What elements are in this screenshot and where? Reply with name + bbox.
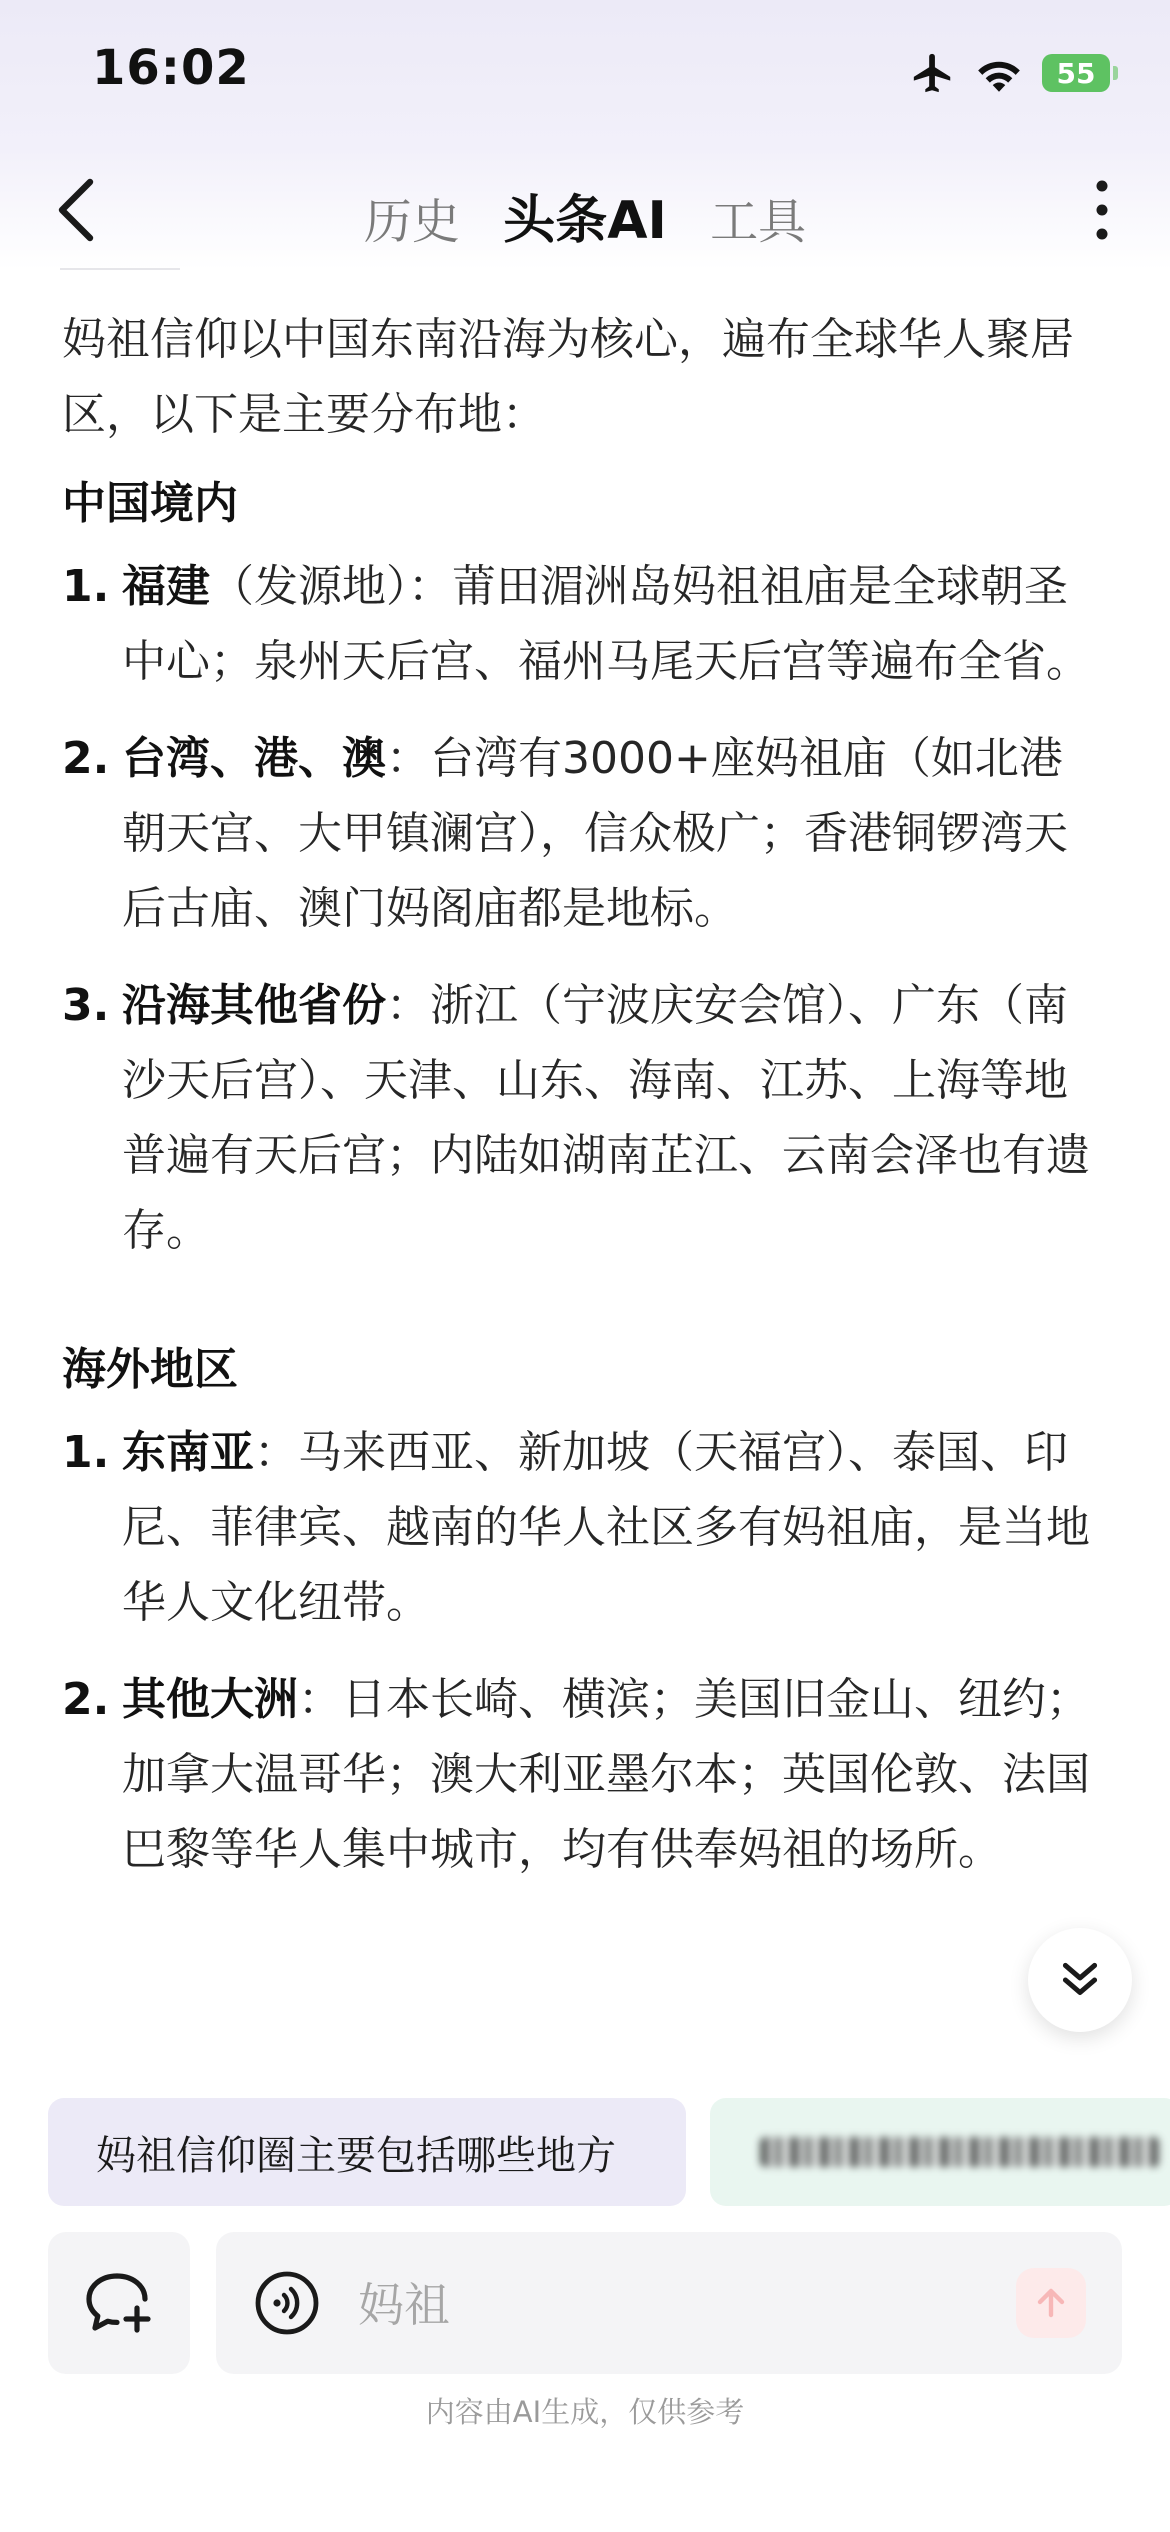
list-number: 2. <box>62 1674 110 1725</box>
nav-bar <box>0 160 1170 260</box>
battery-level: 55 <box>1056 56 1096 90</box>
new-chat-icon <box>83 2270 155 2336</box>
nav-tabs <box>0 178 1170 253</box>
suggestion-chip-label: 妈祖信仰圈主要包括哪些地方 <box>96 2132 616 2179</box>
ai-disclaimer: 内容由AI生成，仅供参考 <box>425 2395 745 2429</box>
suggestion-chip-blurred[interactable] <box>710 2098 1170 2206</box>
status-time: 16:02 <box>92 40 250 96</box>
divider <box>60 268 180 270</box>
list-item <box>62 549 1102 699</box>
list-item-text <box>122 549 1102 699</box>
chat-input[interactable] <box>356 2264 960 2346</box>
list-number: 1. <box>62 561 110 612</box>
section-heading-domestic: 中国境内 <box>62 478 238 529</box>
answer-intro: 妈祖信仰以中国东南沿海为核心，遍布全球华人聚居区，以下是主要分布地： <box>62 314 1074 440</box>
list-number: 1. <box>62 1427 110 1478</box>
list-number: 2. <box>62 733 110 784</box>
domestic-list <box>62 549 1102 1268</box>
send-button[interactable] <box>1016 2268 1086 2338</box>
voice-icon <box>254 2270 320 2336</box>
double-chevron-down-icon <box>1055 1955 1105 2005</box>
list-item-body: ：马来西亚、新加坡（天福宫）、泰国、印尼、菲律宾、越南的华人社区多有妈祖庙，是当地华人文化纽带。 <box>122 1427 1090 1628</box>
arrow-up-icon <box>1031 2283 1071 2323</box>
spacer <box>62 1290 1102 1320</box>
overseas-list <box>62 1415 1102 1887</box>
list-item-body: ：日本长崎、横滨；美国旧金山、纽约；加拿大温哥华；澳大利亚墨尔本；英国伦敦、法国巴黎等华人集中城市，均有供奉妈祖的场所。 <box>122 1674 1090 1875</box>
blurred-text <box>760 2137 1160 2167</box>
tab-history[interactable]: 历史 <box>363 194 460 250</box>
list-item <box>62 1415 1102 1640</box>
list-item-text <box>122 1415 1102 1640</box>
list-item-body: （发源地）：莆田湄洲岛妈祖祖庙是全球朝圣中心；泉州天后宫、福州马尾天后宫等遍布全省。 <box>122 561 1090 687</box>
content-fade <box>0 2030 1170 2080</box>
scroll-to-bottom-button[interactable] <box>1028 1928 1132 2032</box>
section-heading-overseas: 海外地区 <box>62 1344 238 1395</box>
more-button[interactable] <box>1072 174 1132 246</box>
battery-indicator <box>1042 54 1110 92</box>
suggestion-chip[interactable] <box>48 2098 686 2206</box>
chat-input-box <box>216 2232 1122 2374</box>
wifi-icon <box>974 53 1024 93</box>
list-item-text <box>122 968 1102 1268</box>
more-vertical-icon <box>1094 178 1110 242</box>
voice-button[interactable] <box>254 2270 320 2336</box>
list-item <box>62 1662 1102 1887</box>
new-chat-button[interactable] <box>48 2232 190 2374</box>
list-item-body: ：台湾有3000+座妈祖庙（如北港朝天宫、大甲镇澜宫），信众极广；香港铜锣湾天后古庙、澳门妈阁庙都是地标。 <box>122 733 1068 934</box>
list-item-lead: 其他大洲 <box>122 1674 298 1725</box>
list-item <box>62 968 1102 1268</box>
list-item-text <box>122 1662 1102 1887</box>
list-item-lead: 沿海其他省份 <box>122 980 386 1031</box>
list-item-text <box>122 721 1102 946</box>
airplane-icon <box>910 50 956 96</box>
list-item-body: ：浙江（宁波庆安会馆）、广东（南沙天后宫）、天津、山东、海南、江苏、上海等地普遍有天后宫；内陆如湖南芷江、云南会泽也有遗存。 <box>122 980 1090 1256</box>
list-item <box>62 721 1102 946</box>
list-item-lead: 福建 <box>122 561 210 612</box>
ai-answer <box>62 302 1102 2072</box>
tab-toutiao-ai[interactable]: 头条AI <box>503 191 667 251</box>
list-item-lead: 台湾、港、澳 <box>122 733 386 784</box>
status-icons <box>910 48 1110 98</box>
list-item-lead: 东南亚 <box>122 1427 254 1478</box>
list-number: 3. <box>62 980 110 1031</box>
tab-tools[interactable]: 工具 <box>710 194 807 250</box>
